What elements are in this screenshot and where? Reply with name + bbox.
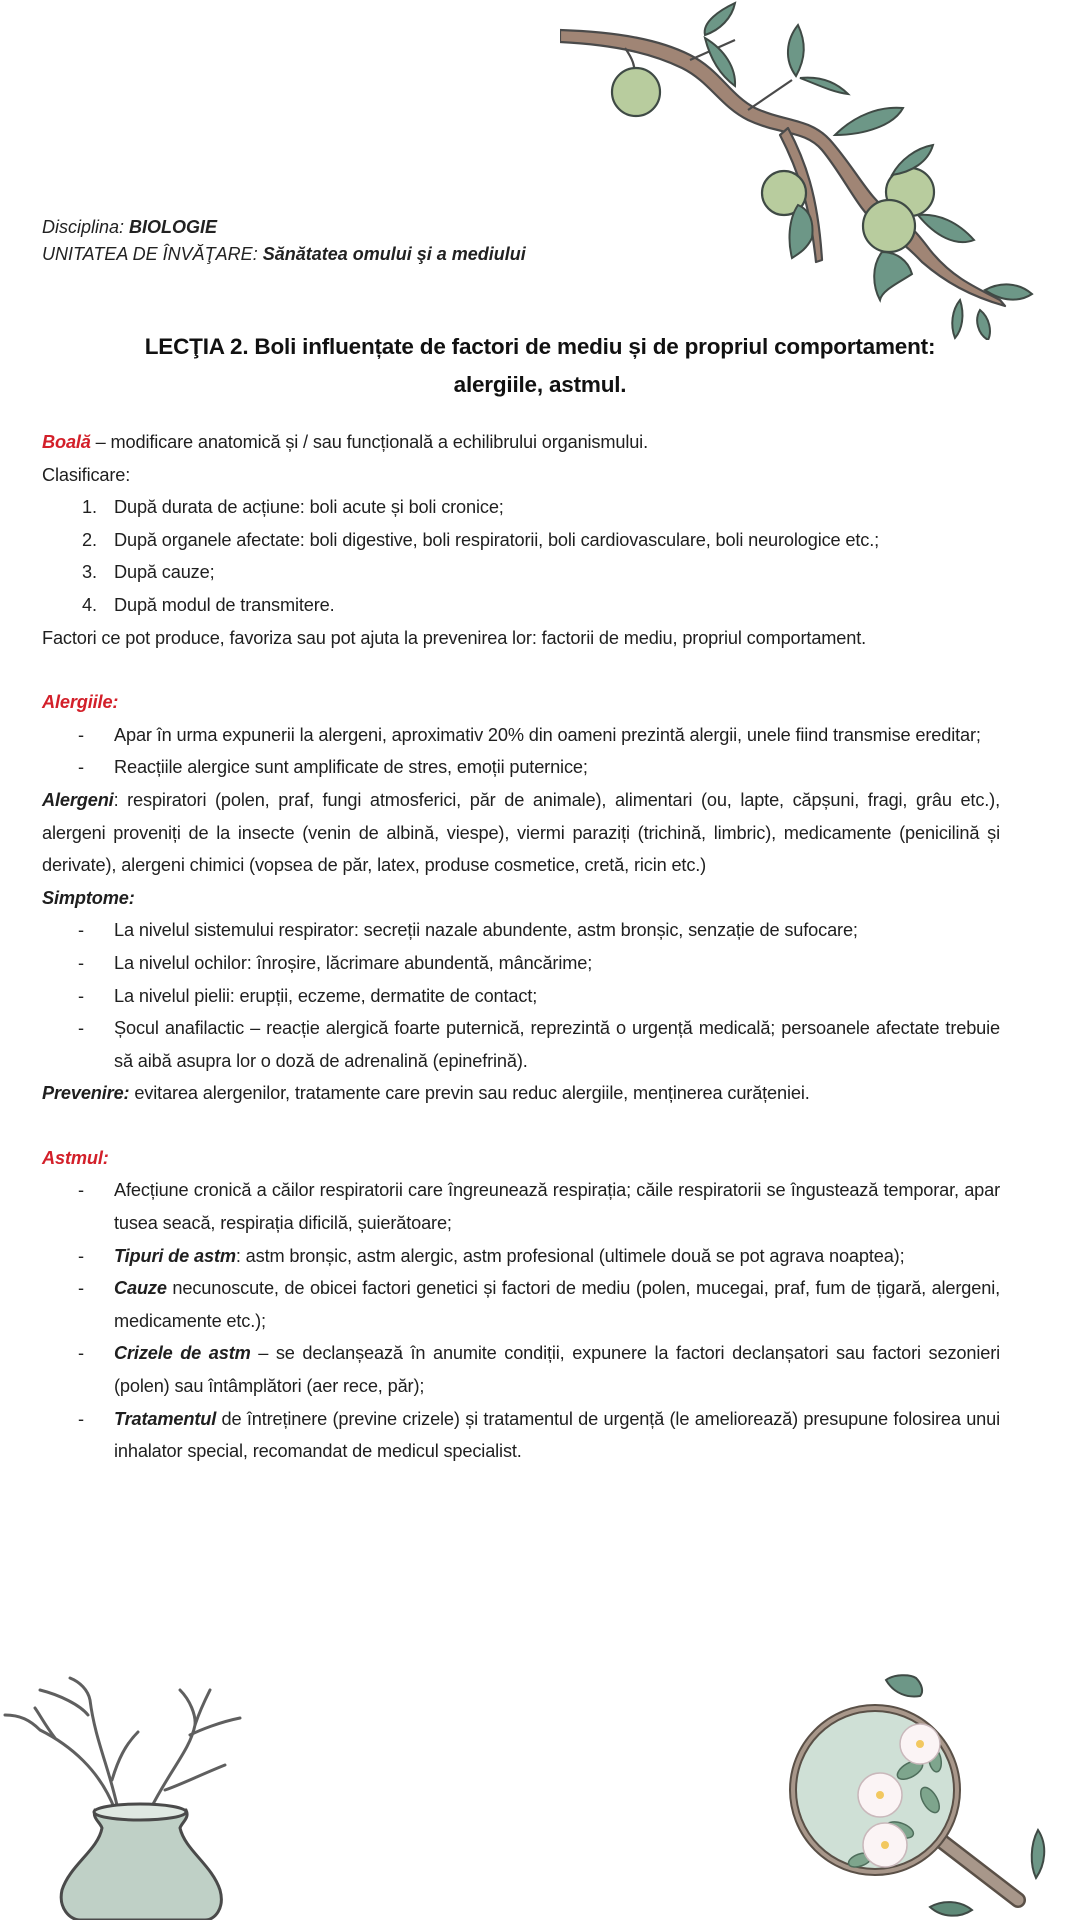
list-item-text: Reacțiile alergice sunt amplificate de stres, emoții puternice; bbox=[114, 757, 588, 778]
classification-list bbox=[42, 491, 1000, 621]
list-item bbox=[42, 719, 1000, 752]
list-item-text: Șocul anafilactic – reacție alergică foarte puternică, reprezintă o urgență medicală; persoanele afectate trebuie să aibă asupra lor o doză de adrenalină (epinefrină). bbox=[114, 1018, 1000, 1071]
dash-bullet: - bbox=[78, 985, 84, 1006]
unit-value: Sănătatea omului şi a mediului bbox=[262, 244, 526, 264]
list-item bbox=[42, 524, 1000, 557]
disease-definition-text: – modificare anatomică și / sau funcțională a echilibrului organismului. bbox=[90, 432, 648, 452]
list-item bbox=[42, 1240, 1000, 1273]
list-number: 4. bbox=[82, 594, 97, 615]
list-number: 2. bbox=[82, 529, 97, 550]
list-item bbox=[42, 914, 1000, 947]
disease-definition bbox=[42, 426, 1000, 459]
list-item bbox=[42, 1337, 1000, 1402]
list-item bbox=[42, 491, 1000, 524]
dash-bullet: - bbox=[78, 724, 84, 745]
symptoms-list bbox=[42, 914, 1000, 1077]
list-item bbox=[42, 589, 1000, 622]
classification-label: Clasificare: bbox=[42, 464, 131, 485]
list-item-label: Crizele de astm bbox=[114, 1343, 251, 1364]
dash-bullet: - bbox=[78, 1245, 84, 1266]
allergies-list bbox=[42, 719, 1000, 784]
list-item-text: După organele afectate: boli digestive, boli respiratorii, boli cardiovasculare, boli neurologice etc.; bbox=[114, 529, 880, 550]
dash-bullet: - bbox=[78, 757, 84, 778]
list-item bbox=[42, 556, 1000, 589]
discipline-line bbox=[42, 214, 526, 241]
discipline-value: BIOLOGIE bbox=[129, 217, 218, 237]
dash-bullet: - bbox=[78, 1408, 84, 1429]
allergens-label: Alergeni bbox=[42, 789, 114, 810]
list-item-text: : astm bronșic, astm alergic, astm profesional (ultimele două se pot agrava noaptea); bbox=[235, 1245, 905, 1266]
list-item-text: Afecțiune cronică a căilor respiratorii care îngreunează respirația; căile respiratorii se îngustează temporar, apar tusea seacă, respirația dificilă, șuierătoare; bbox=[114, 1180, 1000, 1234]
list-item-text: După modul de transmitere. bbox=[114, 594, 335, 615]
prevention-text: evitarea alergenilor, tratamente care previn sau reduc alergiile, menținerea curățeniei. bbox=[129, 1083, 810, 1104]
dash-bullet: - bbox=[78, 1180, 84, 1201]
dash-bullet: - bbox=[78, 1278, 84, 1299]
list-item-text: După cauze; bbox=[114, 562, 215, 583]
list-item bbox=[42, 980, 1000, 1013]
list-item-label: Tipuri de astm bbox=[114, 1245, 236, 1266]
lesson-title-line-2: alergiile, astmul. bbox=[453, 372, 627, 397]
list-item-text: La nivelul sistemului respirator: secreții nazale abundente, astm bronșic, senzație de sufocare; bbox=[114, 920, 858, 941]
list-item bbox=[42, 1403, 1000, 1468]
list-item bbox=[42, 1174, 1000, 1239]
dash-bullet: - bbox=[78, 1018, 84, 1039]
symptoms-label: Simptome: bbox=[42, 887, 135, 908]
allergens-text: : respiratori (polen, praf, fungi atmosferici, păr de animale), alimentari (ou, lapte, căpșuni, fragi, grâu etc.), alergeni proveniți de la insecte (venin de albină, viespe), viermi paraziți (trichină, limbric), medicamente (penicilină și derivate), alergeni chimici (vopsea de păr, latex, produse cosmetice, cretă, ricin etc.) bbox=[42, 789, 1000, 876]
lesson-title-line-1: LECŢIA 2. Boli influențate de factori de mediu și de propriul comportament: bbox=[144, 334, 936, 359]
list-number: 3. bbox=[82, 562, 97, 583]
list-item-label: Tratamentul bbox=[114, 1408, 217, 1429]
document-body bbox=[42, 426, 1000, 1468]
spacer bbox=[42, 654, 1000, 686]
document-header bbox=[42, 214, 526, 268]
dash-bullet: - bbox=[78, 952, 84, 973]
list-item-label: Cauze bbox=[114, 1278, 167, 1299]
dash-bullet: - bbox=[78, 920, 84, 941]
unit-label: UNITATEA DE ÎNVĂŢARE: bbox=[42, 244, 258, 264]
magnifying-glass-flowers-illustration bbox=[760, 1700, 1080, 1920]
list-item bbox=[42, 1012, 1000, 1077]
prevention-label: Prevenire: bbox=[42, 1083, 130, 1104]
list-item bbox=[42, 1272, 1000, 1337]
apple-branch-illustration bbox=[560, 0, 1080, 340]
list-number: 1. bbox=[82, 497, 97, 518]
list-item-text: necunoscute, de obicei factori genetici și factori de mediu (polen, mucegai, praf, fum de țigară, alergeni, medicamente etc.); bbox=[114, 1278, 1000, 1331]
factors-paragraph: Factori ce pot produce, favoriza sau pot ajuta la prevenirea lor: factorii de mediu, propriul comportament. bbox=[42, 627, 867, 648]
allergens-paragraph bbox=[42, 784, 1000, 882]
asthma-list bbox=[42, 1174, 1000, 1467]
prevention-paragraph bbox=[42, 1077, 1000, 1110]
spacer bbox=[42, 1110, 1000, 1142]
list-item-text: După durata de acțiune: boli acute și boli cronice; bbox=[114, 497, 504, 518]
list-item bbox=[42, 751, 1000, 784]
disease-term: Boală bbox=[42, 432, 91, 452]
allergies-heading: Alergiile: bbox=[42, 692, 119, 713]
leaf-icon bbox=[880, 1672, 930, 1702]
vase-with-twigs-illustration bbox=[0, 1660, 300, 1920]
lesson-title bbox=[40, 328, 1040, 404]
list-item bbox=[42, 947, 1000, 980]
list-item-text: Apar în urma expunerii la alergeni, aproximativ 20% din oameni prezintă alergii, unele fiind transmise ereditar; bbox=[114, 724, 981, 745]
list-item-text: La nivelul ochilor: înroșire, lăcrimare abundentă, mâncărime; bbox=[114, 952, 593, 973]
list-item-text: de întreținere (previne crizele) și tratamentul de urgență (le ameliorează) presupune folosirea unui inhalator special, recomandat de medicul specialist. bbox=[114, 1408, 1000, 1462]
unit-line bbox=[42, 241, 526, 268]
discipline-label: Disciplina: bbox=[42, 217, 125, 237]
asthma-heading: Astmul: bbox=[42, 1147, 109, 1168]
dash-bullet: - bbox=[78, 1343, 84, 1364]
list-item-text: La nivelul pielii: erupții, eczeme, dermatite de contact; bbox=[114, 985, 538, 1006]
list-item-text: – se declanșează în anumite condiții, expunere la factori declanșatori sau factori sezonieri (polen) sau întâmplători (aer rece, păr); bbox=[114, 1343, 1000, 1397]
